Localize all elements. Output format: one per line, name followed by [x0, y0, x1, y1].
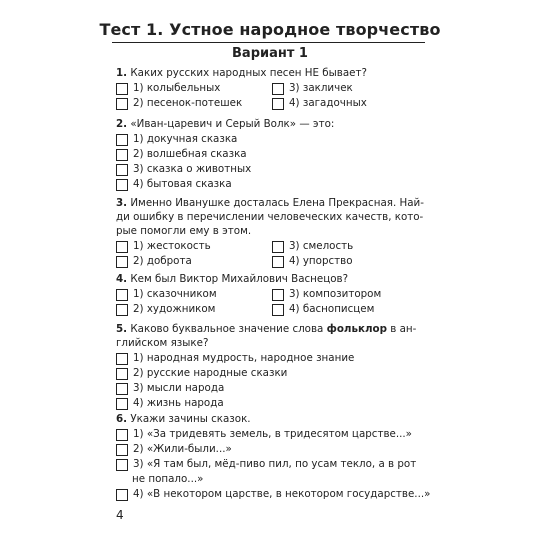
title-underline	[112, 42, 425, 43]
answer-checkbox[interactable]	[116, 459, 128, 471]
question-prompt: Кем был Виктор Михайлович Васнецов?	[130, 273, 349, 285]
question-prompt-part: Каково буквальное значение слова	[130, 323, 327, 335]
question-number: 1.	[116, 67, 128, 79]
question-6	[116, 412, 434, 502]
answer-checkbox[interactable]	[272, 98, 284, 110]
question-number: 3.	[116, 197, 128, 209]
answer-label: 1) народная мудрость, народное знание	[133, 352, 355, 364]
answer-option[interactable]	[116, 177, 428, 192]
question-number: 5.	[116, 323, 128, 335]
answer-option[interactable]	[116, 162, 428, 177]
answer-option[interactable]	[272, 302, 428, 317]
answer-checkbox[interactable]	[272, 241, 284, 253]
question-5	[116, 322, 428, 411]
answer-option[interactable]	[272, 254, 428, 269]
answer-label: 4) баснописцем	[289, 303, 375, 315]
question-text	[116, 66, 428, 80]
answer-checkbox[interactable]	[116, 444, 128, 456]
answer-label: 1) колыбельных	[133, 82, 221, 94]
question-prompt-part: в ан-	[386, 323, 417, 335]
answer-option[interactable]	[116, 396, 428, 411]
question-text	[116, 412, 434, 426]
question-text	[116, 272, 428, 286]
question-4	[116, 272, 428, 317]
question-keyword: фольклор	[326, 323, 387, 335]
answer-label: 4) жизнь народа	[133, 397, 224, 409]
answer-option[interactable]	[116, 442, 434, 457]
answer-option[interactable]	[272, 96, 428, 111]
answer-option[interactable]	[116, 427, 434, 442]
answer-label: не попало...»	[132, 473, 204, 485]
answer-label: 2) песенок-потешек	[133, 97, 243, 109]
answer-continuation	[116, 472, 434, 487]
answer-option[interactable]	[116, 287, 272, 302]
answer-checkbox[interactable]	[272, 256, 284, 268]
question-number: 4.	[116, 273, 128, 285]
variant-heading: Вариант 1	[232, 46, 308, 61]
page-number: 4	[116, 508, 124, 522]
question-text	[116, 322, 428, 350]
question-3	[116, 196, 428, 269]
question-prompt: Каких русских народных песен НЕ бывает?	[130, 67, 367, 79]
question-prompt-line: рые помогли ему в этом.	[116, 225, 252, 237]
answer-label: 4) «В некотором царстве, в некотором государстве...»	[133, 488, 431, 500]
question-text	[116, 117, 428, 131]
answer-option[interactable]	[116, 132, 428, 147]
answer-checkbox[interactable]	[272, 304, 284, 316]
answer-checkbox[interactable]	[116, 149, 128, 161]
answer-checkbox[interactable]	[116, 134, 128, 146]
answer-label: 4) загадочных	[289, 97, 367, 109]
answer-label: 3) смелость	[289, 240, 354, 252]
question-number: 6.	[116, 413, 128, 425]
answer-label: 1) докучная сказка	[133, 133, 238, 145]
answer-checkbox[interactable]	[116, 489, 128, 501]
question-prompt-line: ди ошибку в перечислении человеческих качеств, кото-	[116, 211, 424, 223]
answer-label: 1) сказочником	[133, 288, 217, 300]
answer-label: 3) сказка о животных	[133, 163, 252, 175]
answer-label: 3) композитором	[289, 288, 382, 300]
answer-checkbox[interactable]	[116, 304, 128, 316]
answer-label: 3) закличек	[289, 82, 353, 94]
answer-label: 4) бытовая сказка	[133, 178, 232, 190]
answer-label: 1) жестокость	[133, 240, 211, 252]
answer-label: 2) русские народные сказки	[133, 367, 288, 379]
answer-checkbox[interactable]	[116, 353, 128, 365]
answer-checkbox[interactable]	[116, 398, 128, 410]
page-title: Тест 1. Устное народное творчество	[99, 20, 441, 39]
question-1	[116, 66, 428, 111]
answer-option[interactable]	[116, 457, 434, 472]
answer-option[interactable]	[116, 81, 272, 96]
answer-checkbox[interactable]	[116, 368, 128, 380]
answer-option[interactable]	[272, 81, 428, 96]
answer-option[interactable]	[116, 239, 272, 254]
question-prompt-line: Именно Иванушке досталась Елена Прекрасная. Най-	[130, 197, 424, 209]
answer-checkbox[interactable]	[116, 83, 128, 95]
question-prompt: «Иван-царевич и Серый Волк» — это:	[130, 118, 335, 130]
answer-checkbox[interactable]	[116, 256, 128, 268]
answer-option[interactable]	[116, 96, 272, 111]
question-text	[116, 196, 428, 238]
answer-label: 2) волшебная сказка	[133, 148, 247, 160]
question-prompt-line: глийском языке?	[116, 337, 209, 349]
answer-option[interactable]	[272, 239, 428, 254]
answer-checkbox[interactable]	[116, 164, 128, 176]
answer-label: 2) «Жили-были...»	[133, 443, 232, 455]
answer-checkbox[interactable]	[116, 241, 128, 253]
answer-option[interactable]	[116, 302, 272, 317]
answer-option[interactable]	[116, 487, 434, 502]
answer-option[interactable]	[116, 147, 428, 162]
question-prompt: Укажи зачины сказок.	[130, 413, 251, 425]
answer-label: 3) «Я там был, мёд-пиво пил, по усам текло, а в рот	[133, 458, 417, 470]
answer-checkbox[interactable]	[272, 289, 284, 301]
answer-checkbox[interactable]	[116, 429, 128, 441]
answer-option[interactable]	[116, 381, 428, 396]
answer-option[interactable]	[116, 254, 272, 269]
answer-checkbox[interactable]	[116, 98, 128, 110]
answer-option[interactable]	[116, 366, 428, 381]
answer-checkbox[interactable]	[116, 289, 128, 301]
answer-checkbox[interactable]	[116, 179, 128, 191]
question-number: 2.	[116, 118, 128, 130]
answer-label: 2) доброта	[133, 255, 192, 267]
answer-label: 4) упорство	[289, 255, 353, 267]
answer-option[interactable]	[116, 351, 428, 366]
answer-label: 2) художником	[133, 303, 216, 315]
answer-label: 3) мысли народа	[133, 382, 225, 394]
question-2	[116, 117, 428, 192]
answer-checkbox[interactable]	[116, 383, 128, 395]
answer-label: 1) «За тридевять земель, в тридесятом царстве...»	[133, 428, 412, 440]
answer-option[interactable]	[272, 287, 428, 302]
answer-checkbox[interactable]	[272, 83, 284, 95]
